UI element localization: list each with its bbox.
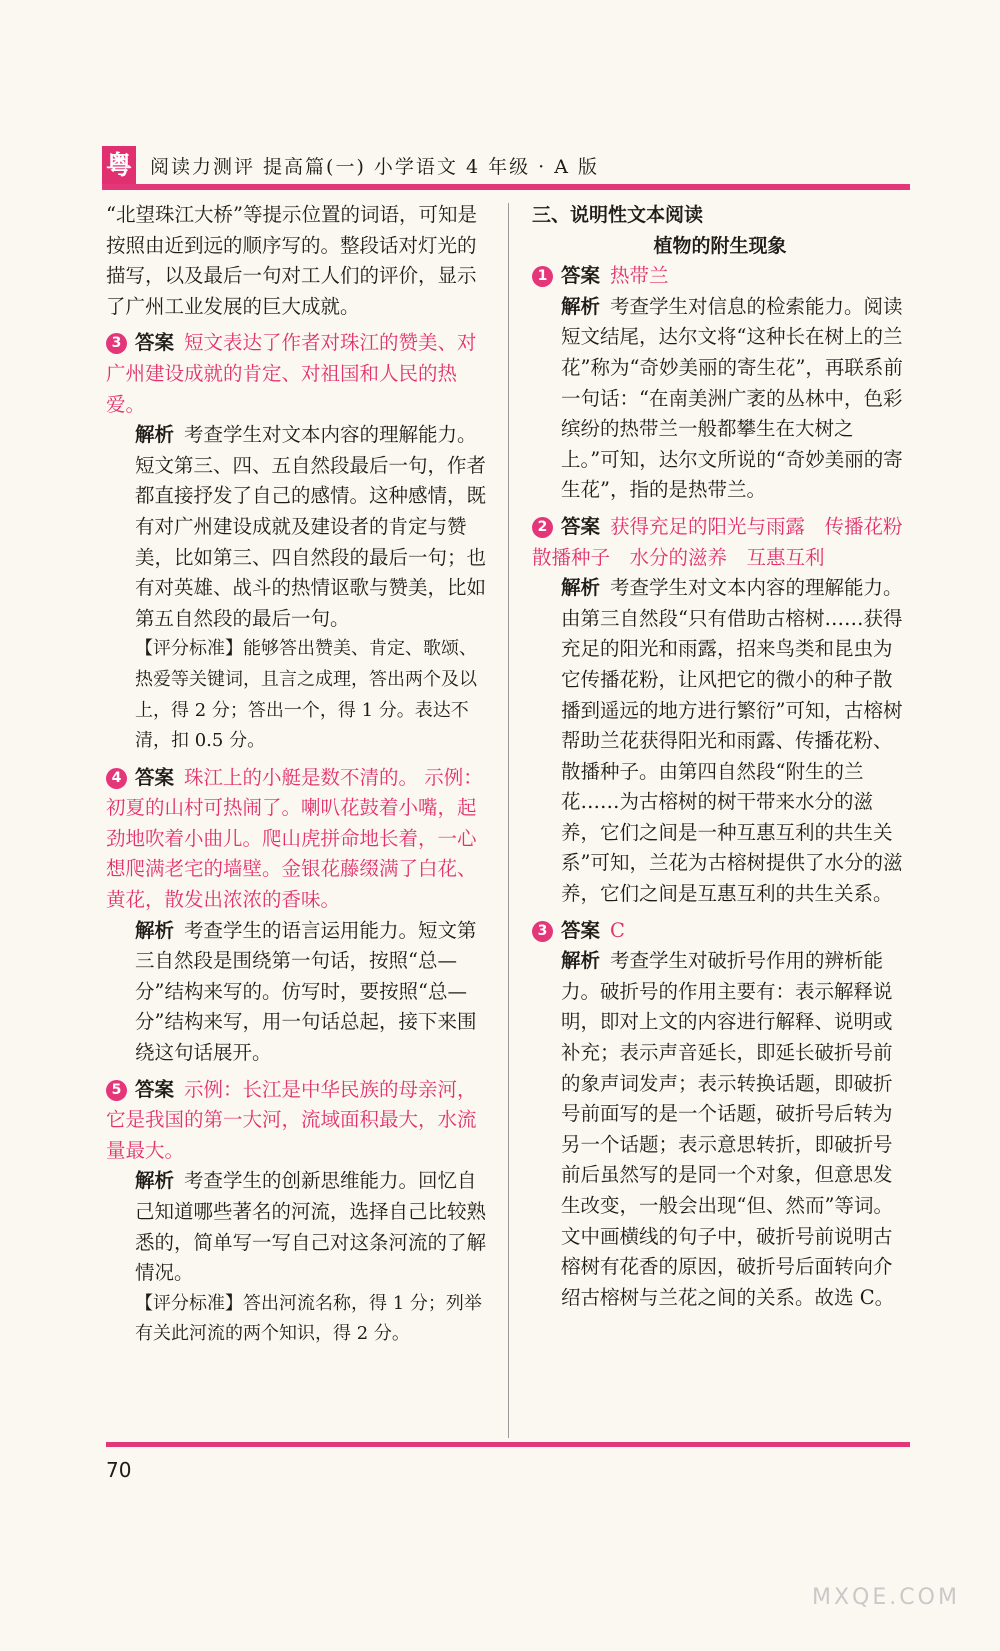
answer-text: C — [610, 918, 625, 942]
header-title: 阅读力测评 提高篇(一) 小学语文 4 年级 · A 版 — [150, 156, 599, 178]
analysis-label: 解析 — [561, 949, 601, 973]
analysis-text: 考查学生对文本内容的理解能力。由第三自然段“只有借助古榕树……获得充足的阳光和雨露，招来鸟类和昆虫为它传播花粉，让风把它的微小的种子散播到遥远的地方进行繁衍”可知，古榕树帮助兰花获得阳光和雨露、传播花粉、散播种子。由第四自然段“附生的兰花……为古榕树的树干带来水分的滋养，它们之间是一种互惠互利的共生关系”可知，兰花为古榕树提供了水分的滋养，它们之间是互惠互利的共生关系。 — [561, 576, 903, 906]
right-column — [532, 200, 923, 1313]
answer-label: 答案 — [561, 918, 601, 942]
answer-text: 获得充足的阳光与雨露 传播花粉 散播种子 水分的滋养 互惠互利 — [532, 514, 923, 569]
question-5 — [106, 1075, 486, 1350]
analysis-text: 考查学生的语言运用能力。短文第三自然段是围绕第一句话，按照“总—分”结构来写的。仿写时，要按照“总—分”结构来写，用一句话总起，接下来围绕这句话展开。 — [135, 918, 477, 1065]
question-number: 3 — [532, 921, 553, 942]
answer-label: 答案 — [135, 765, 175, 789]
analysis-text: 考查学生对信息的检索能力。阅读短文结尾，达尔文将“这种长在树上的兰花”称为“奇妙美丽的寄生花”，再联系前一句话：“在南美洲广袤的丛林中，色彩缤纷的热带兰一般都攀生在大树之上。”可知，达尔文所说的“奇妙美丽的寄生花”，指的是热带兰。 — [561, 294, 903, 502]
logo-badge: 粤 — [102, 146, 136, 186]
answer-text: 短文表达了作者对珠江的赞美、对广州建设成就的肯定、对祖国和人民的热爱。 — [106, 331, 477, 416]
question-1 — [532, 261, 908, 506]
answer-label: 答案 — [561, 514, 601, 538]
analysis-text: 考查学生的创新思维能力。回忆自己知道哪些著名的河流，选择自己比较熟悉的，简单写一写自己对这条河流的了解情况。 — [135, 1169, 487, 1285]
question-2 — [532, 512, 923, 910]
question-number: 3 — [106, 333, 127, 354]
continued-paragraph: “北望珠江大桥”等提示位置的词语，可知是按照由近到远的顺序写的。整段话对灯光的描写，以及最后一句对工人们的评价，显示了广州工业发展的巨大成就。 — [106, 203, 477, 318]
question-number: 4 — [106, 768, 127, 789]
question-4 — [106, 763, 486, 1069]
section-heading: 三、说明性文本阅读 — [532, 204, 704, 226]
page-header — [102, 146, 910, 188]
answer-text: 珠江上的小艇是数不清的。 示例：初夏的山村可热闹了。喇叭花鼓着小嘴，起劲地吹着小曲儿。爬山虎拼命地长着，一心想爬满老宅的墙壁。金银花藤缀满了白花、黄花，散发出浓浓的香味。 — [106, 765, 483, 912]
answer-label: 答案 — [135, 1077, 175, 1101]
question-number: 2 — [532, 517, 553, 538]
watermark: MXQE.COM — [812, 1585, 960, 1610]
question-3-right — [532, 916, 908, 1314]
question-3 — [106, 328, 486, 756]
answer-label: 答案 — [561, 264, 601, 288]
question-number: 1 — [532, 266, 553, 287]
column-divider — [508, 203, 509, 1438]
question-number: 5 — [106, 1080, 127, 1101]
analysis-label: 解析 — [561, 576, 601, 600]
analysis-label: 解析 — [135, 1169, 175, 1193]
header-rule — [102, 184, 910, 190]
footer-rule — [106, 1442, 910, 1447]
analysis-text: 考查学生对破折号作用的辨析能力。破折号的作用主要有：表示解释说明，即对上文的内容进行解释、说明或补充；表示声音延长，即延长破折号前的象声词发声；表示转换话题，即破折号前面写的是一个话题，破折号后转为另一个话题；表示意思转折，即破折号前后虽然写的是同一个对象，但意思发生改变，一般会出现“但、然而”等词。文中画横线的句子中，破折号前说明古榕树有花香的原因，破折号后面转向介绍古榕树与兰花之间的关系。故选 C。 — [561, 949, 895, 1309]
answer-text: 热带兰 — [610, 264, 669, 288]
article-title: 植物的附生现象 — [653, 234, 787, 257]
left-column — [106, 200, 486, 1350]
answer-text: 示例：长江是中华民族的母亲河，它是我国的第一大河，流域面积最大，水流量最大。 — [106, 1077, 477, 1162]
page-number: 70 — [106, 1458, 132, 1482]
answer-label: 答案 — [135, 331, 175, 355]
scoring-standard: 【评分标准】答出河流名称，得 1 分；列举有关此河流的两个知识，得 2 分。 — [135, 1292, 482, 1345]
analysis-text: 考查学生对文本内容的理解能力。短文第三、四、五自然段最后一句，作者都直接抒发了自己的感情。这种感情，既有对广州建设成就及建设者的肯定与赞美，比如第三、四自然段的最后一句；也有对英雄、战斗的热情讴歌与赞美，比如第五自然段的最后一句。 — [135, 423, 487, 630]
analysis-label: 解析 — [561, 294, 601, 318]
analysis-label: 解析 — [135, 423, 175, 447]
scoring-standard: 【评分标准】能够答出赞美、肯定、歌颂、热爱等关键词，且言之成理，答出两个及以上，得 2 分；答出一个，得 1 分。表达不清，扣 0.5 分。 — [135, 638, 477, 752]
analysis-label: 解析 — [135, 918, 175, 942]
